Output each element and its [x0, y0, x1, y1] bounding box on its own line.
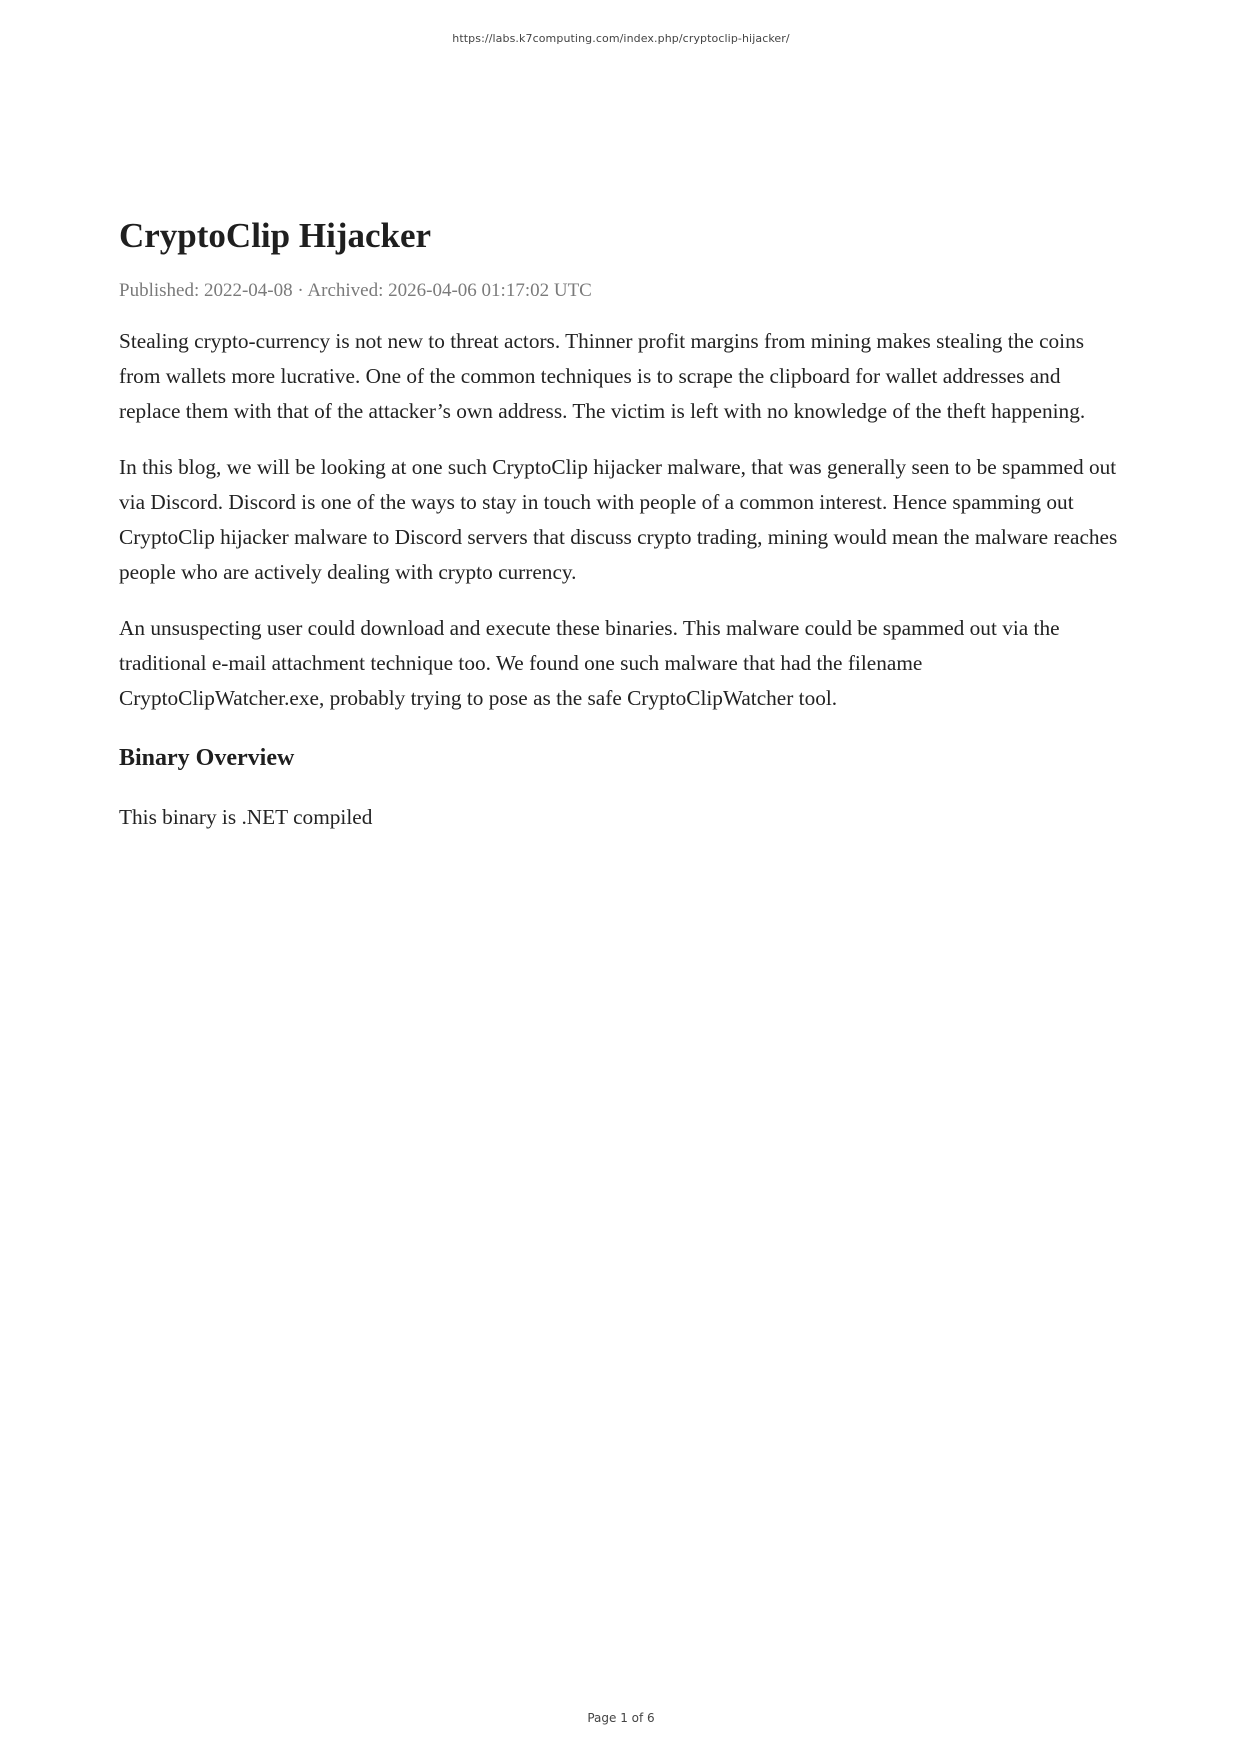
article-meta: Published: 2022-04-08 · Archived: 2026-04-06 01:17:02 UTC [119, 280, 592, 301]
section-heading: Binary Overview [119, 745, 295, 771]
article [119, 212, 1124, 835]
page-url: https://labs.k7computing.com/index.php/cryptoclip-hijacker/ [452, 32, 790, 45]
article-paragraph: Stealing crypto-currency is not new to threat actors. Thinner profit margins from mining makes stealing the coins from wallets more lucrative. One of the common techniques is to scrape the clipboard for wallet addresses and replace them with that of the attacker’s own address. The victim is left with no knowledge of the theft happening. [119, 329, 1086, 423]
article-paragraph: In this blog, we will be looking at one such CryptoClip hijacker malware, that was generally seen to be spammed out via Discord. Discord is one of the ways to stay in touch with people of a common interest. Hence spamming out CryptoClip hijacker malware to Discord servers that discuss crypto trading, mining would mean the malware reaches people who are actively dealing with crypto currency. [119, 455, 1118, 584]
article-paragraph: An unsuspecting user could download and execute these binaries. This malware could be spammed out via the traditional e-mail attachment technique too. We found one such malware that had the filename CryptoClipWatcher.exe, probably trying to pose as the safe CryptoClipWatcher tool. [119, 616, 1060, 710]
article-title: CryptoClip Hijacker [119, 216, 432, 255]
page-number: Page 1 of 6 [587, 1711, 655, 1725]
section-paragraph: This binary is .NET compiled [119, 805, 373, 829]
